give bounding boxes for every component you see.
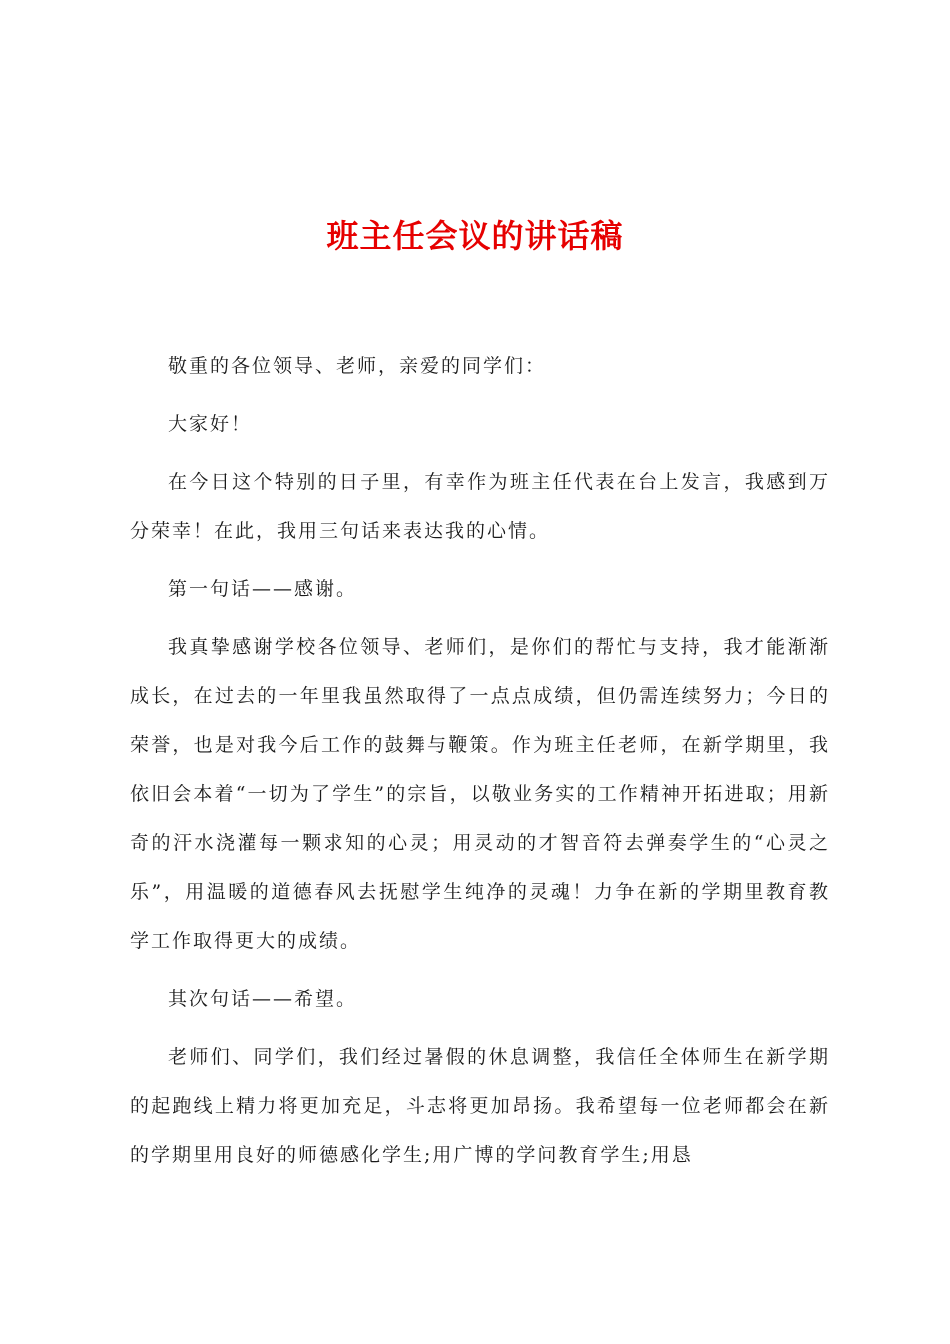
document-body — [130, 342, 830, 1189]
paragraph-greeting: 大家好！ — [168, 413, 253, 435]
paragraph-thanks: 我真挚感谢学校各位领导、老师们，是你们的帮忙与支持，我才能渐渐成长，在过去的一年里我虽然取得了一点点成绩，但仍需连续努力；今日的荣誉，也是对我今后工作的鼓舞与鞭策。作为班主任老师，在新学期里，我依旧会本着“一切为了学生”的宗旨，以敬业务实的工作精神开拓进取；用新奇的汗水浇灌每一颗求知的心灵；用灵动的才智音符去弹奏学生的“心灵之乐”，用温暖的道德春风去抚慰学生纯净的灵魂！力争在新的学期里教育教学工作取得更大的成绩。 — [130, 636, 830, 952]
paragraph-heading-thanks: 第一句话——感谢。 — [168, 578, 358, 600]
paragraph-salutation: 敬重的各位领导、老师，亲爱的同学们： — [168, 355, 547, 377]
paragraph-heading-hope: 其次句话——希望。 — [168, 988, 358, 1010]
document-title: 班主任会议的讲话稿 — [326, 217, 624, 255]
paragraph-intro: 在今日这个特别的日子里，有幸作为班主任代表在台上发言，我感到万分荣幸！在此，我用三句话来表达我的心情。 — [130, 471, 830, 542]
paragraph-hope: 老师们、同学们，我们经过暑假的休息调整，我信任全体师生在新学期的起跑线上精力将更加充足，斗志将更加昂扬。我希望每一位老师都会在新的学期里用良好的师德感化学生;用广博的学问教育学生;用恳 — [130, 1046, 830, 1166]
